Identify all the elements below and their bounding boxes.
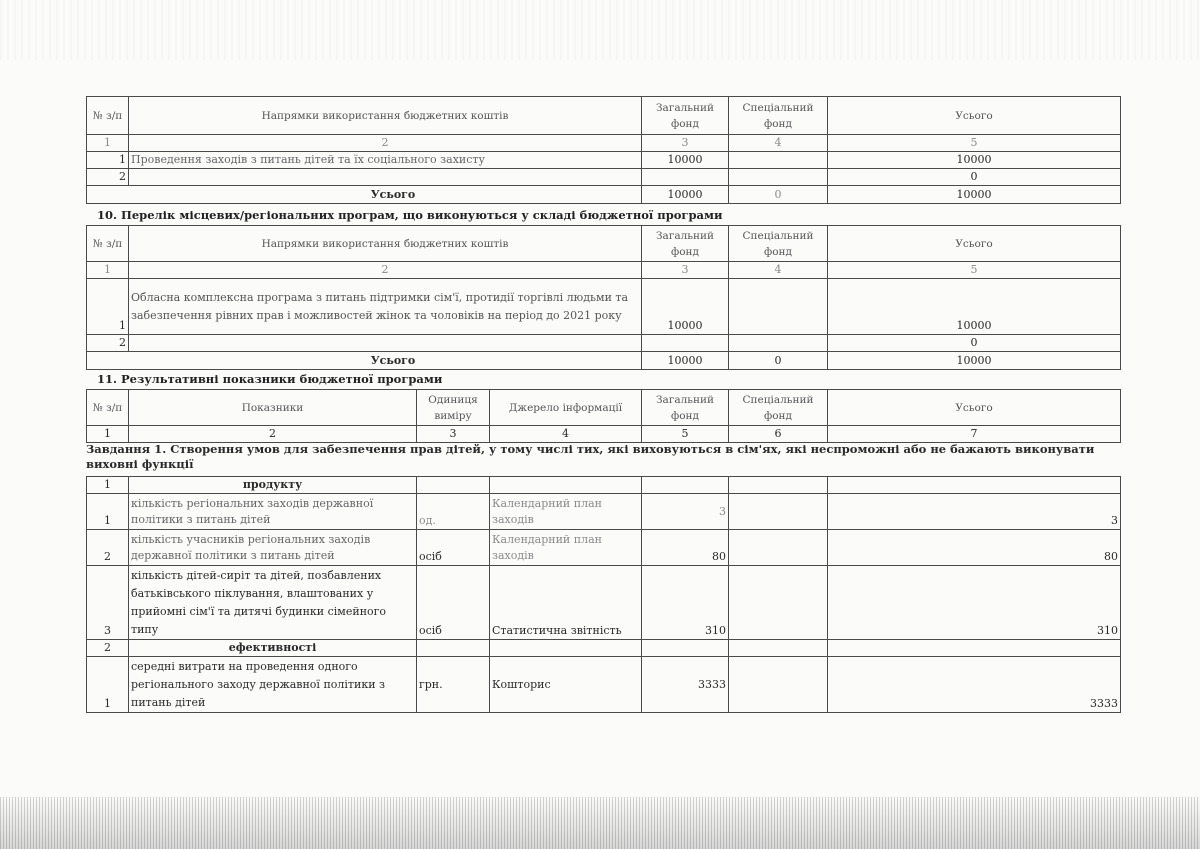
row-unit: осіб <box>417 530 490 566</box>
row-special-fund <box>729 530 828 566</box>
row-number: 1 <box>87 152 129 169</box>
scan-noise-bottom <box>0 797 1200 849</box>
header-source: Джерело інформації <box>490 390 642 426</box>
row-source: Статистична звітність <box>490 566 642 640</box>
row-number: 2 <box>87 335 129 352</box>
index-cell: 5 <box>828 262 1121 279</box>
header-total: Усього <box>828 97 1121 135</box>
group-label: продукту <box>129 477 417 494</box>
table-header-row <box>87 226 1121 262</box>
index-cell: 3 <box>642 135 729 152</box>
header-directions: Напрямки використання бюджетних коштів <box>129 226 642 262</box>
row-number: 2 <box>87 530 129 566</box>
group-row-product <box>87 477 1121 494</box>
row-special-fund <box>729 657 828 713</box>
row-number: 3 <box>87 566 129 640</box>
header-number: № з/п <box>87 97 129 135</box>
index-cell: 4 <box>729 135 828 152</box>
row-direction: Обласна комплексна програма з питань підтримки сім'ї, протидії торгівлі людьми та забезпечення рівних прав і можливостей жінок та чоловіків на період до 2021 року <box>129 279 642 335</box>
index-cell: 1 <box>87 262 129 279</box>
table-header-row <box>87 390 1121 426</box>
index-cell: 1 <box>87 426 129 443</box>
table-row <box>87 530 1121 566</box>
table-row <box>87 279 1121 335</box>
row-number: 2 <box>87 169 129 186</box>
scan-noise-top <box>0 0 1200 60</box>
header-total: Усього <box>828 390 1121 426</box>
row-direction <box>129 169 642 186</box>
index-cell: 2 <box>129 135 642 152</box>
row-direction <box>129 335 642 352</box>
index-cell: 3 <box>417 426 490 443</box>
row-total: 10000 <box>828 279 1121 335</box>
index-cell: 2 <box>129 426 417 443</box>
row-general-fund: 80 <box>642 530 729 566</box>
sum-special-fund: 0 <box>729 352 828 370</box>
row-indicator: кількість дітей-сиріт та дітей, позбавлених батьківського піклування, влаштованих у прийомні сім'ї та дитячі будинки сімейного типу <box>129 566 417 640</box>
header-special-fund: Спеціальний фонд <box>729 97 828 135</box>
row-indicator: кількість регіональних заходів державної політики з питань дітей <box>129 494 417 530</box>
row-special-fund <box>729 494 828 530</box>
table-row <box>87 657 1121 713</box>
row-number: 1 <box>87 494 129 530</box>
row-special-fund <box>729 152 828 169</box>
section-11-title: 11. Результативні показники бюджетної програми <box>97 372 443 386</box>
header-general-fund: Загальний фонд <box>642 226 729 262</box>
budget-directions-table <box>86 96 1121 204</box>
row-indicator: кількість учасників регіональних заходів державної політики з питань дітей <box>129 530 417 566</box>
sum-row <box>87 186 1121 204</box>
row-general-fund: 310 <box>642 566 729 640</box>
row-unit: грн. <box>417 657 490 713</box>
row-total: 3333 <box>828 657 1121 713</box>
row-source: Кошторис <box>490 657 642 713</box>
header-directions: Напрямки використання бюджетних коштів <box>129 97 642 135</box>
row-special-fund <box>729 279 828 335</box>
header-special-fund: Спеціальний фонд <box>729 226 828 262</box>
index-cell: 4 <box>729 262 828 279</box>
row-special-fund <box>729 169 828 186</box>
index-cell: 3 <box>642 262 729 279</box>
header-unit: Одиниця виміру <box>417 390 490 426</box>
table-row <box>87 335 1121 352</box>
row-unit: осіб <box>417 566 490 640</box>
row-unit: од. <box>417 494 490 530</box>
index-cell: 4 <box>490 426 642 443</box>
row-total: 80 <box>828 530 1121 566</box>
indicators-table <box>86 476 1121 713</box>
row-indicator: середні витрати на проведення одного регіонального заходу державної політики з питань дітей <box>129 657 417 713</box>
table-row <box>87 494 1121 530</box>
row-general-fund: 3333 <box>642 657 729 713</box>
table-row <box>87 152 1121 169</box>
section-10-title: 10. Перелік місцевих/регіональних програм, що виконуються у складі бюджетної програми <box>97 208 723 222</box>
row-source: Календарний план заходів <box>490 530 642 566</box>
indicators-header-table <box>86 389 1121 443</box>
header-general-fund: Загальний фонд <box>642 97 729 135</box>
sum-total: 10000 <box>828 186 1121 204</box>
row-general-fund: 10000 <box>642 279 729 335</box>
index-cell: 7 <box>828 426 1121 443</box>
sum-special-fund: 0 <box>729 186 828 204</box>
row-total: 0 <box>828 169 1121 186</box>
row-general-fund <box>642 335 729 352</box>
table-row <box>87 566 1121 640</box>
row-total: 3 <box>828 494 1121 530</box>
index-cell: 6 <box>729 426 828 443</box>
row-special-fund <box>729 335 828 352</box>
sum-label: Усього <box>87 352 642 370</box>
row-total: 10000 <box>828 152 1121 169</box>
task-1-title: Завдання 1. Створення умов для забезпечення прав дітей, у тому числі тих, які виховуються в сім'ях, які неспроможні або не бажають виконувати виховні функції <box>86 442 1095 471</box>
index-cell: 5 <box>828 135 1121 152</box>
row-number: 1 <box>87 657 129 713</box>
row-direction: Проведення заходів з питань дітей та їх соціального захисту <box>129 152 642 169</box>
header-general-fund: Загальний фонд <box>642 390 729 426</box>
sum-general-fund: 10000 <box>642 352 729 370</box>
index-row <box>87 262 1121 279</box>
row-general-fund: 3 <box>642 494 729 530</box>
header-special-fund: Спеціальний фонд <box>729 390 828 426</box>
row-total: 310 <box>828 566 1121 640</box>
index-row <box>87 426 1121 443</box>
sum-general-fund: 10000 <box>642 186 729 204</box>
index-row <box>87 135 1121 152</box>
programs-table <box>86 225 1121 370</box>
row-general-fund: 10000 <box>642 152 729 169</box>
sum-row <box>87 352 1121 370</box>
header-total: Усього <box>828 226 1121 262</box>
group-number: 2 <box>87 640 129 657</box>
sum-label: Усього <box>87 186 642 204</box>
header-number: № з/п <box>87 390 129 426</box>
header-indicators: Показники <box>129 390 417 426</box>
table-header-row <box>87 97 1121 135</box>
index-cell: 5 <box>642 426 729 443</box>
row-special-fund <box>729 566 828 640</box>
index-cell: 2 <box>129 262 642 279</box>
group-row-efficiency <box>87 640 1121 657</box>
index-cell: 1 <box>87 135 129 152</box>
row-number: 1 <box>87 279 129 335</box>
header-number: № з/п <box>87 226 129 262</box>
table-row <box>87 169 1121 186</box>
group-label: ефективності <box>129 640 417 657</box>
row-general-fund <box>642 169 729 186</box>
row-total: 0 <box>828 335 1121 352</box>
row-source: Календарний план заходів <box>490 494 642 530</box>
sum-total: 10000 <box>828 352 1121 370</box>
group-number: 1 <box>87 477 129 494</box>
